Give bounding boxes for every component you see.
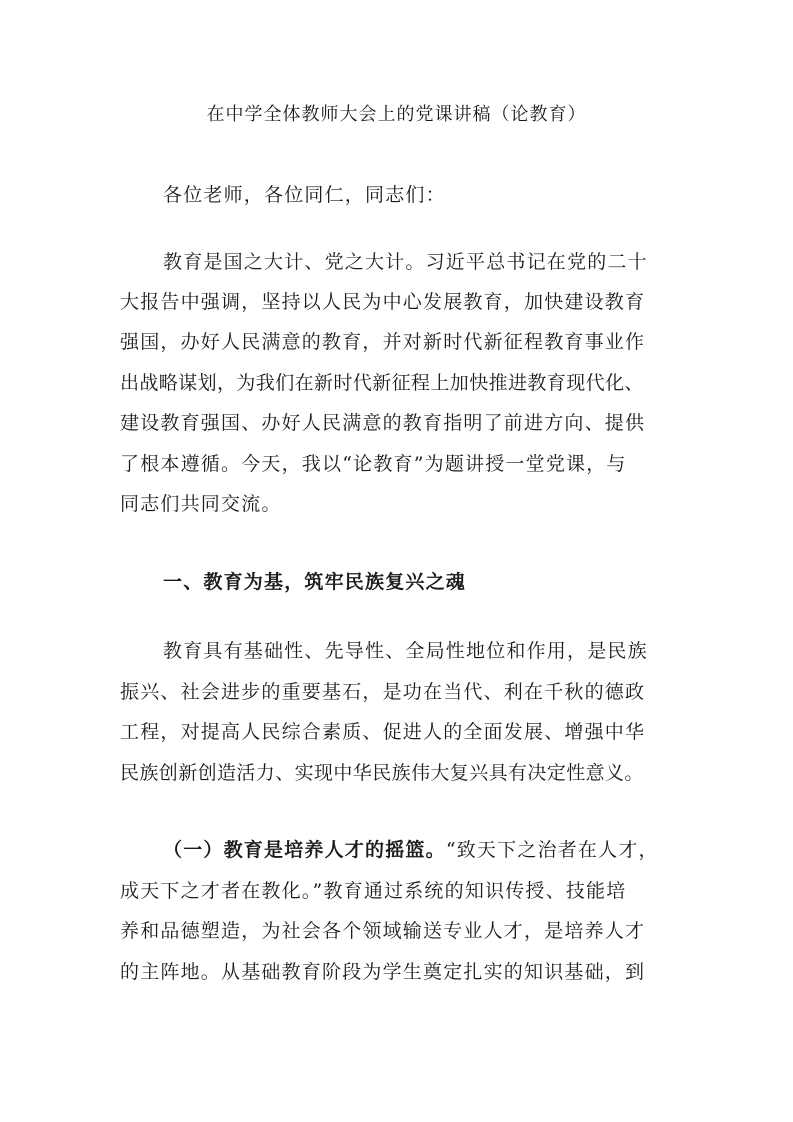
section-line: 工程，对提高人民综合素质、促进人的全面发展、增强中华: [120, 721, 646, 743]
section-heading: 一、教育为基，筑牢民族复兴之魂: [163, 571, 467, 593]
subsection-first-line: [163, 838, 723, 862]
subsection-line: 的主阵地。从基础教育阶段为学生奠定扎实的知识基础，到: [120, 961, 646, 983]
section-line: 民族创新创造活力、实现中华民族伟大复兴具有决定性意义。: [120, 762, 644, 784]
greeting: 各位老师，各位同仁，同志们：: [163, 184, 446, 206]
document-title: 在中学全体教师大会上的党课讲稿（论教育）: [206, 104, 587, 125]
intro-line: 教育是国之大计、党之大计。习近平总书记在党的二十: [163, 251, 648, 273]
section-line: 教育具有基础性、先导性、全局性地位和作用，是民族: [163, 640, 648, 662]
section-line: 振兴、社会进步的重要基石，是功在当代、利在千秋的德政: [120, 681, 646, 703]
subsection-line: 养和品德塑造，为社会各个领域输送专业人才，是培养人才: [120, 920, 646, 942]
intro-line: 出战略谋划，为我们在新时代新征程上加快推进教育现代化、: [120, 372, 644, 394]
intro-line: 了根本遵循。今天，我以“论教育”为题讲授一堂党课，与: [120, 453, 627, 475]
subsection-heading: （一）教育是培养人才的摇篮。: [163, 839, 446, 861]
intro-line: 建设教育强国、办好人民满意的教育指明了前进方向、提供: [120, 412, 646, 434]
intro-line: 同志们共同交流。: [120, 493, 282, 515]
subsection-quote: “致天下之治者在人才，: [445, 839, 659, 861]
intro-line: 大报告中强调，坚持以人民为中心发展教育，加快建设教育: [120, 291, 646, 313]
subsection-line: 成天下之才者在教化。”教育通过系统的知识传授、技能培: [120, 880, 627, 902]
intro-line: 强国，办好人民满意的教育，并对新时代新征程教育事业作: [120, 331, 646, 353]
